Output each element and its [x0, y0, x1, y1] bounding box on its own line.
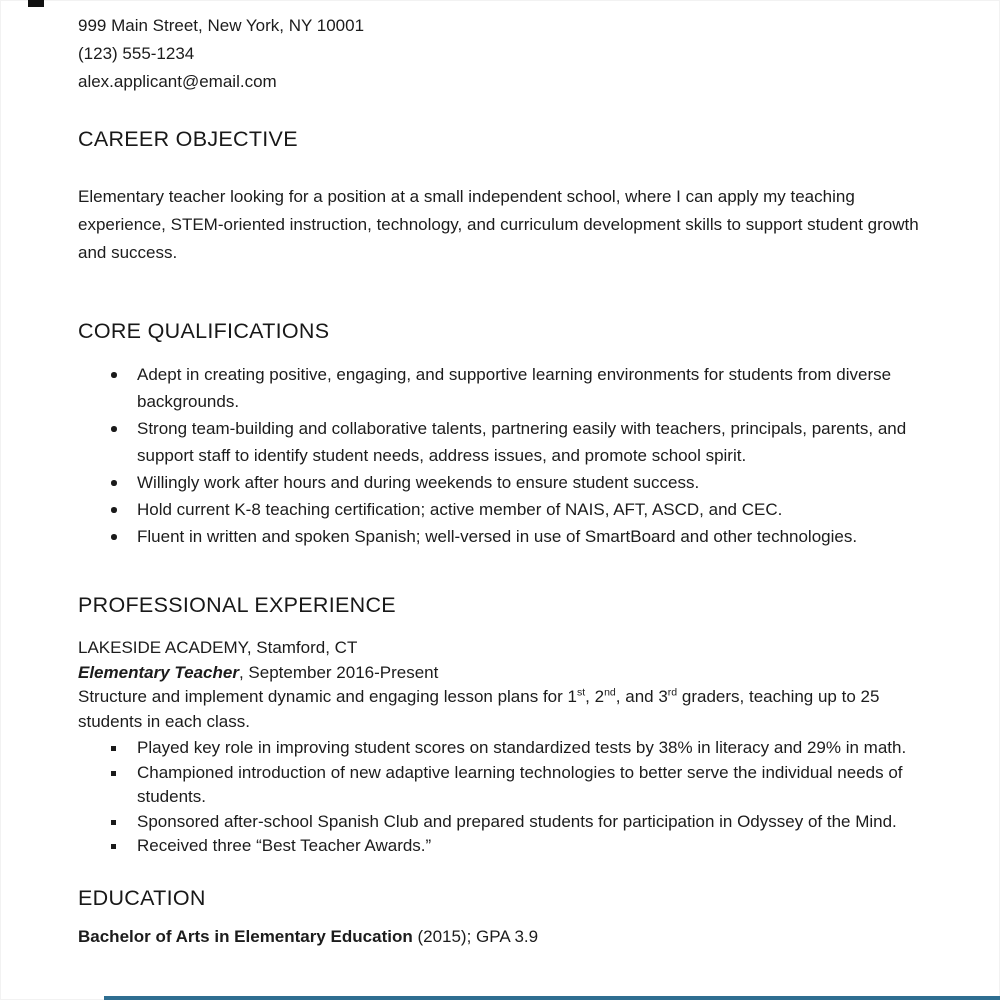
career-objective-text: Elementary teacher looking for a position at a small independent school, where I can apply my teaching experience, STEM-oriented instruction, technology, and curriculum development skills to support student growth and success.: [78, 187, 919, 262]
achievement-item: [78, 810, 928, 835]
achievement-text: Received three “Best Teacher Awards.”: [137, 836, 432, 855]
qualification-item: [78, 523, 928, 550]
qualification-item: [78, 496, 928, 523]
contact-phone: (123) 555-1234: [78, 44, 195, 63]
experience-achievements-list: [78, 736, 928, 859]
ordinal-suffix: rd: [667, 686, 678, 699]
job-dates: , September 2016-Present: [238, 662, 439, 682]
contact-email: alex.applicant@email.com: [78, 72, 277, 91]
degree-details: (2015); GPA 3.9: [412, 926, 539, 946]
round-bullet-icon: [111, 507, 117, 513]
square-bullet-icon: [111, 771, 116, 776]
degree-name: Bachelor of Arts in Elementary Education: [78, 926, 413, 946]
experience-block: [78, 636, 928, 859]
ordinal-suffix: st: [576, 686, 586, 699]
square-bullet-icon: [111, 820, 116, 825]
qualification-text: Hold current K-8 teaching certification; active member of NAIS, AFT, ASCD, and CEC.: [137, 500, 783, 519]
employer-line: LAKESIDE ACADEMY, Stamford, CT: [78, 638, 358, 657]
job-title: Elementary Teacher: [78, 662, 239, 682]
education-line: [78, 925, 928, 949]
qualification-item: [78, 415, 928, 469]
square-bullet-icon: [111, 746, 116, 751]
job-summary-text: Structure and implement dynamic and engaging lesson plans for 1: [78, 687, 577, 706]
qualification-item: [78, 361, 928, 415]
achievement-item: [78, 761, 928, 810]
achievement-item: [78, 736, 928, 761]
round-bullet-icon: [111, 426, 117, 432]
square-bullet-icon: [111, 844, 116, 849]
clipped-name-fragment: [28, 0, 44, 7]
achievement-text: Championed introduction of new adaptive learning technologies to better serve the individual needs of students.: [137, 762, 903, 806]
qualification-text: Willingly work after hours and during weekends to ensure student success.: [137, 473, 700, 492]
job-summary-text: , and 3: [615, 687, 668, 706]
round-bullet-icon: [111, 534, 117, 540]
qualification-text: Strong team-building and collaborative talents, partnering easily with teachers, principals, parents, and support staff to identify student needs, address issues, and promote school spirit.: [137, 419, 907, 465]
section-title-professional-experience: PROFESSIONAL EXPERIENCE: [78, 593, 396, 617]
section-title-education: EDUCATION: [78, 885, 206, 910]
job-summary: [78, 685, 928, 734]
qualification-text: Fluent in written and spoken Spanish; well-versed in use of SmartBoard and other technologies.: [137, 527, 858, 546]
ordinal-suffix: nd: [604, 686, 616, 699]
bottom-accent-line: [104, 996, 1000, 1000]
job-title-line: [78, 661, 928, 686]
section-title-core-qualifications: CORE QUALIFICATIONS: [78, 319, 330, 343]
achievement-text: Played key role in improving student scores on standardized tests by 38% in literacy and 29% in math.: [137, 738, 907, 757]
core-qualifications-list: [78, 361, 928, 550]
achievement-text: Sponsored after-school Spanish Club and prepared students for participation in Odyssey of the Mind.: [137, 811, 897, 831]
qualification-item: [78, 469, 928, 496]
round-bullet-icon: [111, 480, 117, 486]
section-title-career-objective: CAREER OBJECTIVE: [78, 127, 298, 151]
job-summary-text: , 2: [585, 687, 605, 706]
job-summary-text: graders, teaching up to 25 students in each class.: [78, 687, 880, 731]
achievement-item: [78, 834, 928, 859]
contact-address: 999 Main Street, New York, NY 10001: [78, 16, 365, 35]
contact-block: [78, 12, 928, 96]
qualification-text: Adept in creating positive, engaging, and supportive learning environments for students from diverse backgrounds.: [137, 365, 892, 411]
round-bullet-icon: [111, 372, 117, 378]
